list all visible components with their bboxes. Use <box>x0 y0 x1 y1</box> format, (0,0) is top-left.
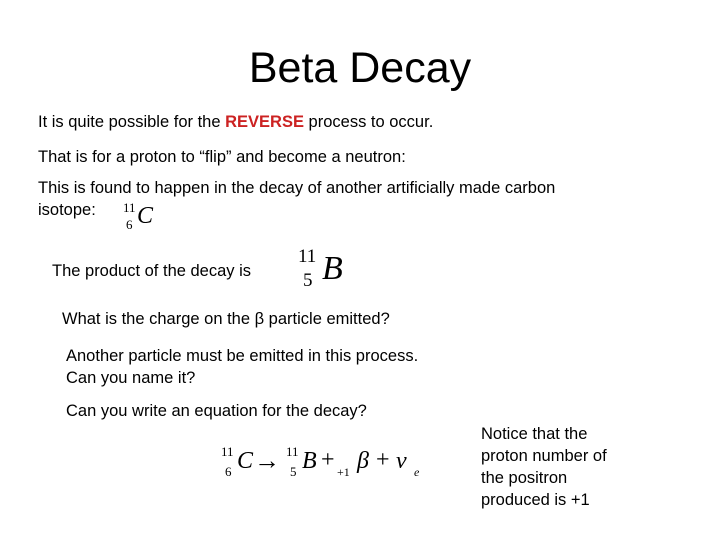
eq-neutrino-symbol: ν <box>396 448 407 474</box>
reverse-process-text <box>38 111 433 133</box>
carbon-mass-number: 11 <box>123 200 136 215</box>
eq-beta-symbol: β <box>357 448 369 474</box>
eq-carbon-mass: 11 <box>221 444 234 459</box>
note-line2: proton number of <box>481 447 607 465</box>
carbon-atomic-number: 6 <box>126 217 133 232</box>
eq-carbon-symbol: C <box>237 448 254 474</box>
decay-equation <box>218 440 438 484</box>
eq-beta-charge: +1 <box>337 465 350 479</box>
carbon-11-nuclide <box>120 200 170 236</box>
charge-question: What is the charge on the β particle emitted? <box>62 310 390 328</box>
product-text: The product of the decay is <box>52 262 252 280</box>
reverse-highlight: REVERSE <box>225 113 304 131</box>
eq-boron-symbol: B <box>302 448 317 474</box>
eq-neutrino-subscript: e <box>414 465 420 479</box>
note-line3: the positron <box>481 469 568 487</box>
note-line1: Notice that the <box>481 425 588 443</box>
eq-carbon-atomic: 6 <box>225 464 232 479</box>
boron-11-nuclide <box>298 246 358 294</box>
eq-plus-1: + <box>321 447 335 473</box>
boron-atomic-number: 5 <box>303 270 313 291</box>
boron-symbol: B <box>322 250 343 287</box>
note-line4: produced is +1 <box>481 491 590 509</box>
eq-arrow: → <box>254 446 280 475</box>
slide-title: Beta Decay <box>248 44 472 92</box>
eq-plus-2: + <box>376 447 390 473</box>
equation-question: Can you write an equation for the decay? <box>66 402 367 420</box>
eq-boron-mass: 11 <box>286 444 299 459</box>
found-text-line2: isotope: <box>38 201 96 219</box>
carbon-symbol: C <box>137 203 154 229</box>
eq-boron-atomic: 5 <box>290 464 297 479</box>
another-particle-line1: Another particle must be emitted in this process. <box>66 347 419 365</box>
found-text-line1: This is found to happen in the decay of another artificially made carbon <box>38 179 556 197</box>
positron-note <box>481 423 641 511</box>
flip-text: That is for a proton to “flip” and become a neutron: <box>38 148 406 166</box>
another-particle-line2: Can you name it? <box>66 369 196 387</box>
boron-mass-number: 11 <box>298 246 317 267</box>
reverse-text-before: It is quite possible for the <box>38 113 226 131</box>
reverse-text-after: process to occur. <box>303 113 434 131</box>
